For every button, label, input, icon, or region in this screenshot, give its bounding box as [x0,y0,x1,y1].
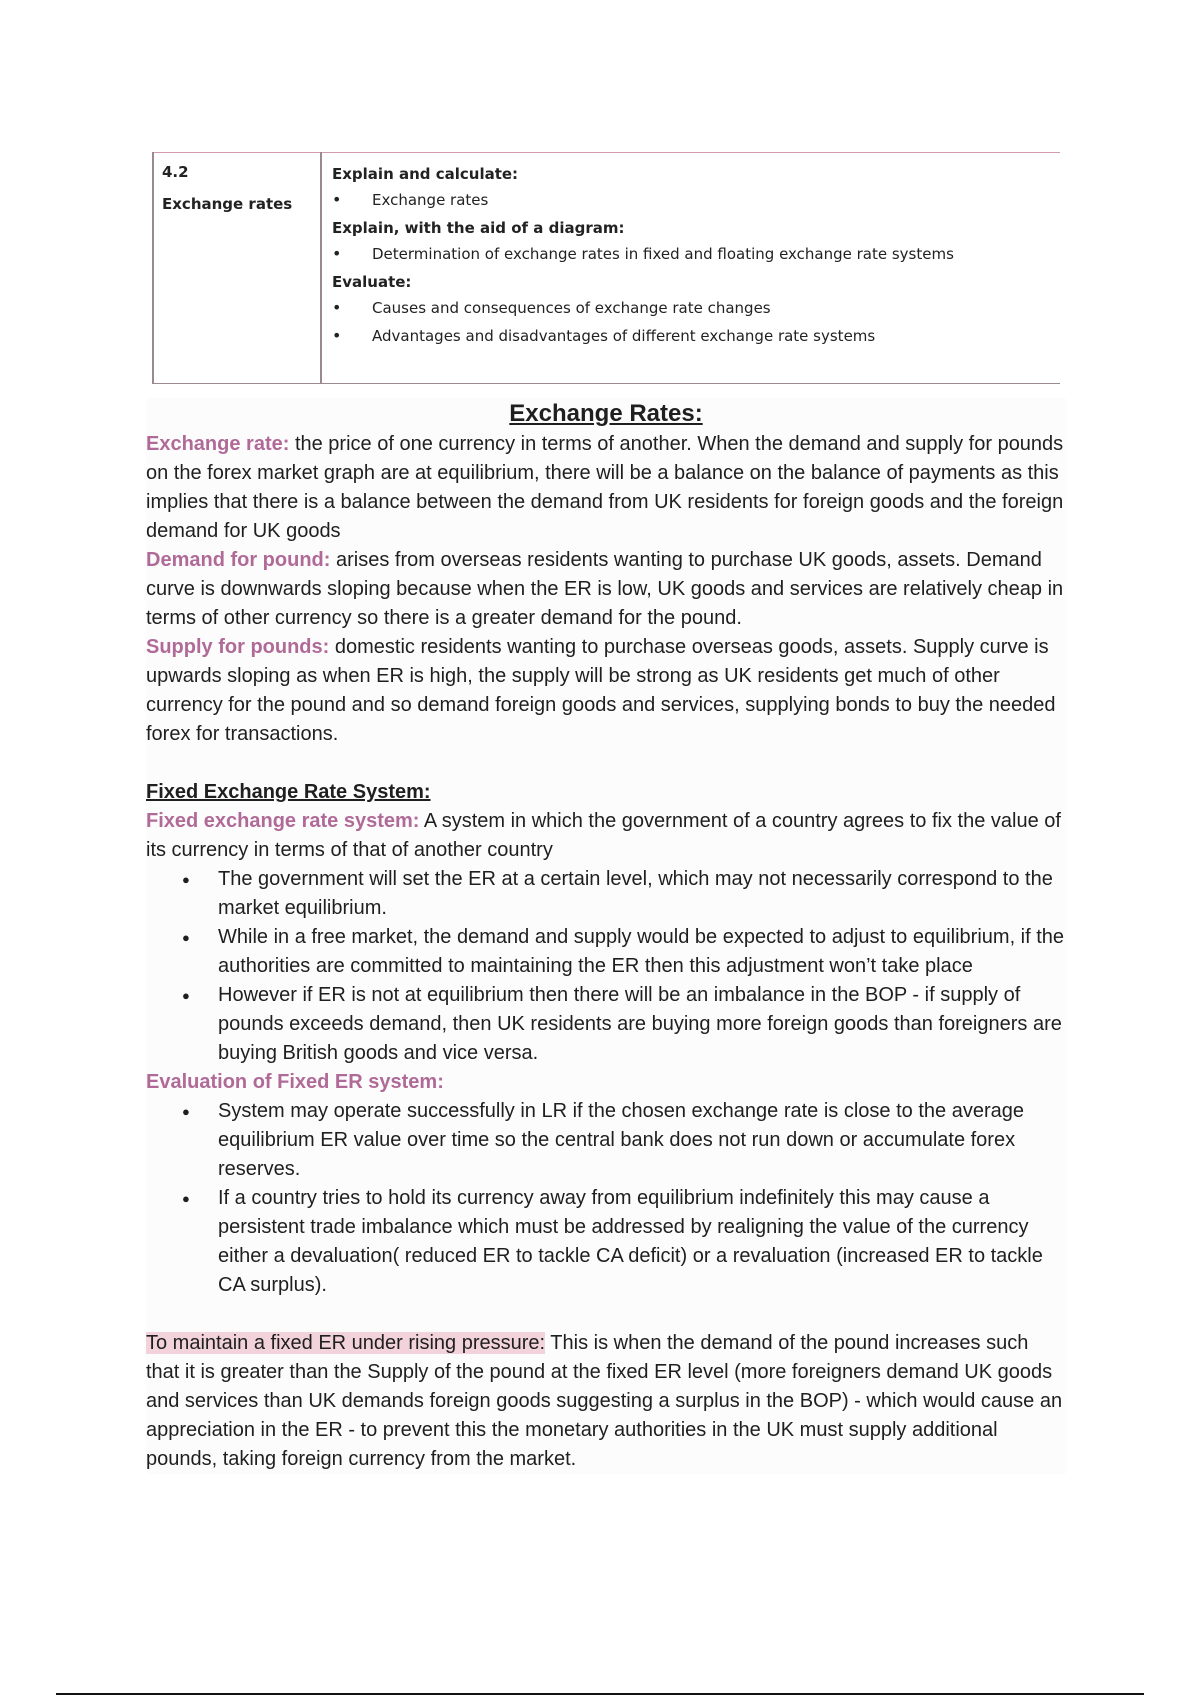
spec-heading: Evaluate: [332,273,412,291]
list-item: ● The government will set the ER at a certain level, which may not necessarily correspond to the market equilibrium. [218,865,1066,923]
spec-topic-cell [153,153,321,384]
table-row [153,153,1060,384]
page-title: Exchange Rates: [509,400,703,427]
fixed-system-bullets [146,865,1066,1068]
term-label: Demand for pound: [146,549,331,571]
term-label: Fixed exchange rate system: [146,810,420,832]
list-item: • Determination of exchange rates in fixed and floating exchange rate systems [332,245,1050,263]
definition-text: arises from overseas residents wanting to purchase UK goods, assets. Demand curve is downwards sloping because when the ER is low, UK goods and services are relatively cheap in terms of other currency so there is a greater demand for the pound. [146,549,1064,629]
spec-list [332,191,1050,209]
spacer [146,1300,1066,1329]
evaluation-heading: Evaluation of Fixed ER system: [146,1071,444,1093]
definition-text: domestic residents wanting to purchase overseas goods, assets. Supply curve is upwards sloping as when ER is high, the supply will be strong as UK residents get much of other currency for the pound and so demand foreign goods and services, supplying bonds to buy the needed forex for transactions. [146,636,1056,745]
notes-body [146,398,1066,1474]
spec-heading: Explain, with the aid of a diagram: [332,219,625,237]
spec-list [332,299,1050,345]
list-item: • Advantages and disadvantages of different exchange rate systems [332,327,1050,345]
list-item: ● System may operate successfully in LR if the chosen exchange rate is close to the average equilibrium ER value over time so the central bank does not run down or accumulate forex reserves. [218,1097,1066,1184]
term-label: Exchange rate: [146,433,290,455]
highlighted-term: To maintain a fixed ER under rising pressure: [146,1332,546,1354]
spec-topic: Exchange rates [162,195,293,213]
specification-table [152,152,1060,384]
spec-code: 4.2 [162,163,189,181]
definition-exchange-rate [146,430,1066,546]
section-heading-fixed: Fixed Exchange Rate System: [146,781,431,803]
evaluation-bullets [146,1097,1066,1300]
spec-list [332,245,1050,263]
list-item: ● However if ER is not at equilibrium then there will be an imbalance in the BOP - if supply of pounds exceeds demand, then UK residents are buying more foreign goods than foreigners are buying British goods and vice versa. [218,981,1066,1068]
list-item: ● If a country tries to hold its currency away from equilibrium indefinitely this may cause a persistent trade imbalance which must be addressed by realigning the value of the currency either a devaluation( reduced ER to tackle CA deficit) or a revaluation (increased ER to tackle CA surplus). [218,1184,1066,1300]
term-label: Supply for pounds: [146,636,330,658]
list-item: • Causes and consequences of exchange rate changes [332,299,1050,317]
paragraph-text: This is when the demand of the pound increases such that it is greater than the Supply of the pound at the fixed ER level (more foreigners demand UK goods and services than UK demands foreign goods suggesting a surplus in the BOP) - which would cause an appreciation in the ER - to prevent this the monetary authorities in the UK must supply additional pounds, taking foreign currency from the market. [146,1332,1063,1470]
page-bottom-divider [56,1693,1144,1695]
list-item: • Exchange rates [332,191,1050,209]
spec-heading: Explain and calculate: [332,165,519,183]
spec-objectives-cell [321,153,1060,384]
definition-fixed-system [146,807,1066,865]
maintain-fixed-er-paragraph [146,1329,1066,1474]
definition-text: A system in which the government of a country agrees to fix the value of its currency in terms of that of another country [146,810,1061,861]
definition-text: the price of one currency in terms of another. When the demand and supply for pounds on the forex market graph are at equilibrium, there will be a balance on the balance of payments as this implies that there is a balance between the demand from UK residents for foreign goods and the foreign demand for UK goods [146,433,1064,542]
list-item: ● While in a free market, the demand and supply would be expected to adjust to equilibrium, if the authorities are committed to maintaining the ER then this adjustment won’t take place [218,923,1066,981]
definition-demand [146,546,1066,633]
definition-supply [146,633,1066,749]
